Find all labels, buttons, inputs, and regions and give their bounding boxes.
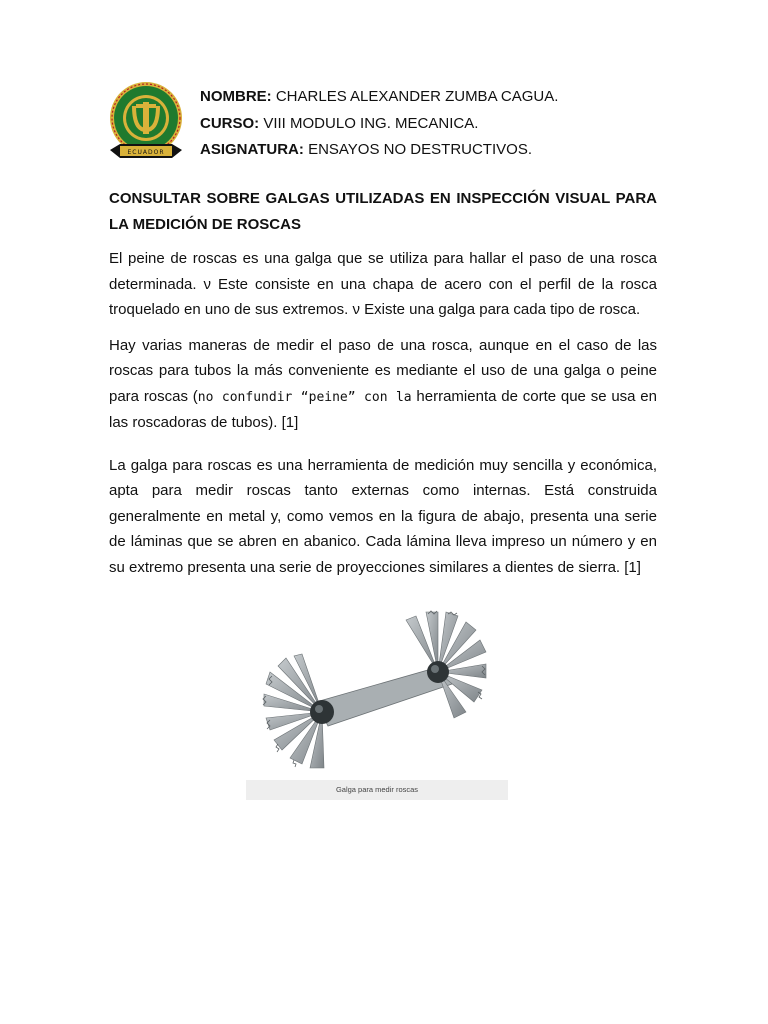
subject-value: ENSAYOS NO DESTRUCTIVOS. [308,141,532,158]
name-line [200,84,558,111]
subject-label: ASIGNATURA: [200,141,304,158]
seal-banner-text: ECUADOR [127,149,165,156]
paragraph-2-part-a: Hay varias maneras de medir el paso de una rosca, aunque en el caso de las roscas para tubos la más conveniente es mediante el uso de una galga o peine para roscas ( [109,336,657,405]
name-value: CHARLES ALEXANDER ZUMBA CAGUA. [275,88,559,105]
institution-seal-icon [106,80,186,164]
paragraph-2 [109,333,657,436]
paragraph-2-part-b: herramienta de corte que se usa en las roscadoras de tubos). [1] [109,387,657,431]
paragraph-3: La galga para roscas es una herramienta de medición muy sencilla y económica, apta para medir roscas tanto externas como internas. Está construida generalmente en metal y, como vemos en la figura de abajo, presenta una serie de láminas que se abren en abanico. Cada lámina lleva impreso un número y en su extremo presenta una serie de proyecciones similares a dientes de sierra. [1] [109,456,657,576]
course-value: VIII MODULO ING. MECANICA. [263,114,479,132]
document-title: CONSULTAR SOBRE GALGAS UTILIZADAS EN INSPECCIÓN VISUAL PARA LA MEDICIÓN DE ROSCAS [109,190,657,233]
thread-gauge-figure [246,602,508,800]
course-line [200,111,558,138]
figure-caption: Galga para medir roscas [246,780,508,800]
student-info [200,84,558,164]
subject-line [200,137,558,164]
name-label: NOMBRE: [200,88,272,105]
paragraph-2-note: no confundir “peine” con la [197,389,412,405]
paragraph-1: El peine de roscas es una galga que se utiliza para hallar el paso de una rosca determinada. ν Este consiste en una chapa de acero con el perfil de la rosca troquelado en uno de sus extremos. ν Existe una galga para cada tipo de rosca. [109,250,657,318]
document-body [109,186,657,580]
course-label: CURSO: [200,114,260,132]
thread-gauge-icon [246,602,508,780]
